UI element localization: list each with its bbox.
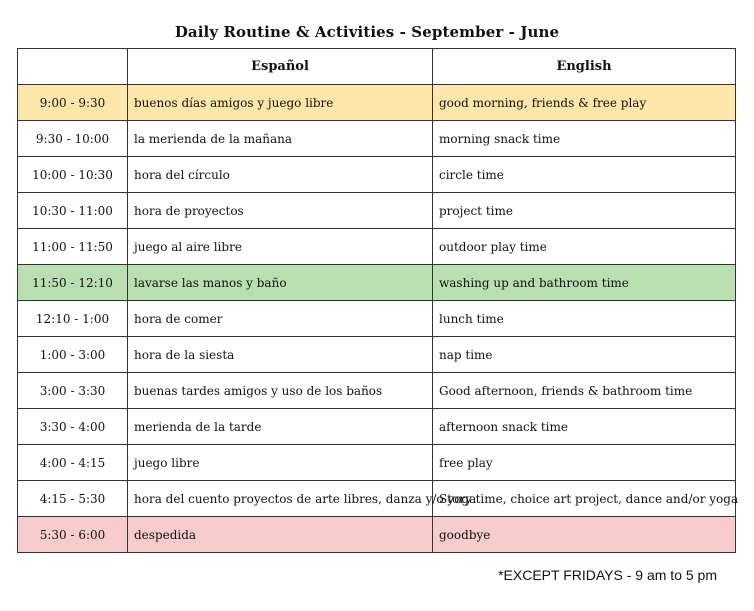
spanish-cell: juego al aire libre: [128, 229, 433, 265]
header-spanish: Español: [128, 49, 433, 85]
time-cell: 3:30 - 4:00: [18, 409, 128, 445]
schedule-table: [17, 48, 739, 553]
time-cell: 10:30 - 11:00: [18, 193, 128, 229]
english-cell: lunch time: [433, 301, 736, 337]
english-cell: circle time: [433, 157, 736, 193]
time-cell: 4:15 - 5:30: [18, 481, 128, 517]
time-cell: 3:00 - 3:30: [18, 373, 128, 409]
time-cell: 10:00 - 10:30: [18, 157, 128, 193]
spanish-cell: lavarse las manos y baño: [128, 265, 433, 301]
header-english: English: [433, 49, 736, 85]
english-cell: goodbye: [433, 517, 736, 553]
english-cell: outdoor play time: [433, 229, 736, 265]
header-time: [18, 49, 128, 85]
time-cell: 9:30 - 10:00: [18, 121, 128, 157]
spanish-cell: hora de comer: [128, 301, 433, 337]
spanish-cell: hora del círculo: [128, 157, 433, 193]
time-cell: 9:00 - 9:30: [18, 85, 128, 121]
table-row: [18, 121, 736, 157]
spanish-cell: hora de la siesta: [128, 337, 433, 373]
time-cell: 11:50 - 12:10: [18, 265, 128, 301]
spanish-cell: buenos días amigos y juego libre: [128, 85, 433, 121]
spanish-cell: juego libre: [128, 445, 433, 481]
table-row: [18, 229, 736, 265]
english-cell: afternoon snack time: [433, 409, 736, 445]
table-row: [18, 265, 736, 301]
table-row: [18, 85, 736, 121]
english-cell: morning snack time: [433, 121, 736, 157]
english-cell: Story time, choice art project, dance and/or yoga: [433, 481, 736, 517]
spanish-cell: la merienda de la mañana: [128, 121, 433, 157]
table-row: [18, 301, 736, 337]
table-row: [18, 445, 736, 481]
english-cell: washing up and bathroom time: [433, 265, 736, 301]
english-cell: project time: [433, 193, 736, 229]
table-row: [18, 337, 736, 373]
time-cell: 11:00 - 11:50: [18, 229, 128, 265]
table-row: [18, 517, 736, 553]
footnote: *EXCEPT FRIDAYS - 9 am to 5 pm: [498, 567, 717, 583]
time-cell: 1:00 - 3:00: [18, 337, 128, 373]
table-row: [18, 193, 736, 229]
spanish-cell: hora de proyectos: [128, 193, 433, 229]
table-row: [18, 157, 736, 193]
english-cell: nap time: [433, 337, 736, 373]
spanish-cell: despedida: [128, 517, 433, 553]
table-row: [18, 481, 736, 517]
english-cell: free play: [433, 445, 736, 481]
table-row: [18, 373, 736, 409]
time-cell: 12:10 - 1:00: [18, 301, 128, 337]
english-cell: Good afternoon, friends & bathroom time: [433, 373, 736, 409]
spanish-cell: hora del cuento proyectos de arte libres, danza y/o yoga: [128, 481, 433, 517]
page-title: Daily Routine & Activities - September - June: [174, 23, 560, 41]
spanish-cell: buenas tardes amigos y uso de los baños: [128, 373, 433, 409]
english-cell: good morning, friends & free play: [433, 85, 736, 121]
spanish-cell: merienda de la tarde: [128, 409, 433, 445]
time-cell: 4:00 - 4:15: [18, 445, 128, 481]
header-row: [18, 49, 736, 85]
time-cell: 5:30 - 6:00: [18, 517, 128, 553]
table-row: [18, 409, 736, 445]
